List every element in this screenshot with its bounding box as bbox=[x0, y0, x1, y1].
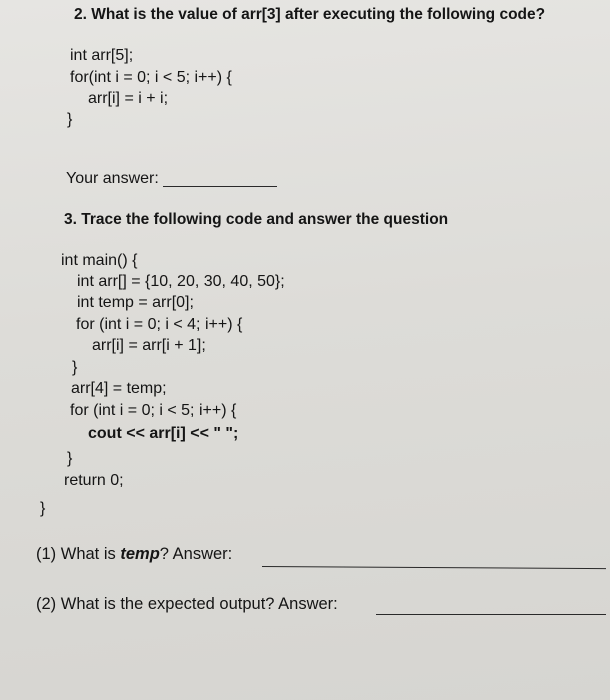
code-line: int temp = arr[0]; bbox=[77, 294, 194, 311]
code-line: arr[4] = temp; bbox=[71, 380, 167, 397]
code-line: arr[i] = i + i; bbox=[88, 90, 169, 107]
code-line: int main() { bbox=[61, 252, 138, 269]
code-line: for(int i = 0; i < 5; i++) { bbox=[70, 69, 232, 86]
answer-blank[interactable] bbox=[163, 186, 277, 187]
sub-question-1: (1) What is temp? Answer: bbox=[36, 545, 233, 563]
code-line: int arr[] = {10, 20, 30, 40, 50}; bbox=[77, 273, 285, 290]
code-line: return 0; bbox=[64, 472, 124, 489]
code-line: } bbox=[67, 111, 73, 128]
code-line: } bbox=[72, 359, 78, 376]
code-line: for (int i = 0; i < 4; i++) { bbox=[76, 316, 243, 333]
code-line: } bbox=[40, 500, 46, 517]
code-line: for (int i = 0; i < 5; i++) { bbox=[70, 402, 237, 419]
answer-blank[interactable] bbox=[376, 614, 606, 615]
sub-question-2: (2) What is the expected output? Answer: bbox=[36, 595, 338, 613]
answer-blank[interactable] bbox=[262, 566, 606, 569]
code-line: } bbox=[67, 450, 73, 467]
question-2-title: 2. What is the value of arr[3] after executing the following code? bbox=[74, 6, 546, 23]
answer-label: Your answer: bbox=[66, 170, 159, 187]
question-3-title: 3. Trace the following code and answer the question bbox=[64, 211, 449, 228]
code-line: arr[i] = arr[i + 1]; bbox=[92, 337, 206, 354]
code-line: int arr[5]; bbox=[70, 47, 134, 64]
bleed-through-text bbox=[390, 152, 394, 167]
code-line: cout << arr[i] << " "; bbox=[88, 425, 239, 442]
